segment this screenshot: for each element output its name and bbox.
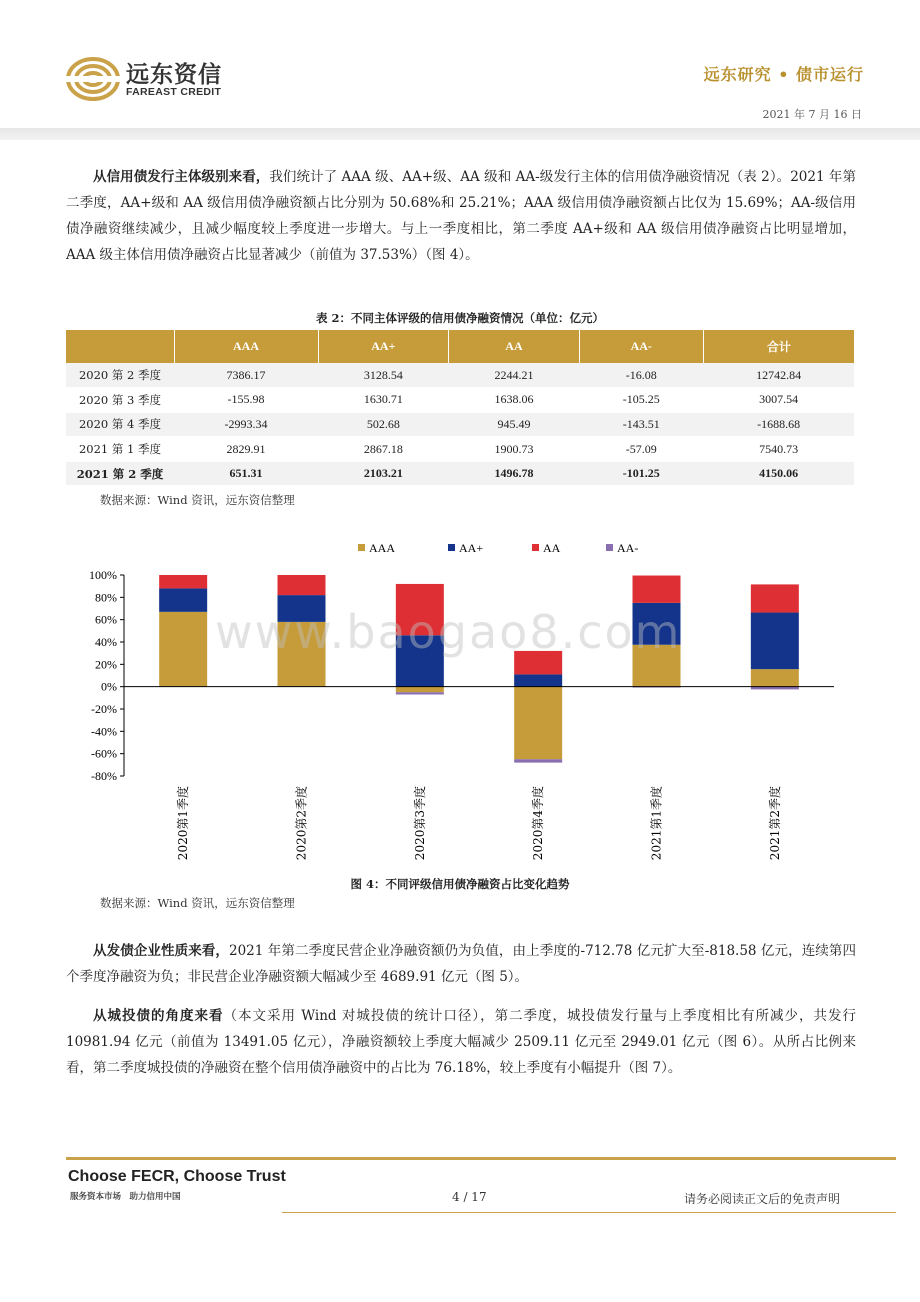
figure-caption: 图 4：不同评级信用债净融资占比变化趋势 <box>350 877 570 891</box>
bar-segment-aa <box>159 575 207 588</box>
table-cell: 2244.21 <box>449 363 580 388</box>
report-date: 2021 年 7 月 16 日 <box>762 108 862 121</box>
logo-mark-icon <box>66 56 120 102</box>
legend-label: AA- <box>617 541 639 555</box>
legend-label: AA+ <box>459 541 484 555</box>
bar-segment-aaa <box>159 612 207 687</box>
bar-segment-aa <box>514 651 562 674</box>
table-header-cell: AAA <box>174 330 318 363</box>
table-caption: 表 2：不同主体评级的信用债净融资情况（单位：亿元） <box>315 311 604 325</box>
table-header-row <box>66 330 854 363</box>
table-cell: 2020 第 2 季度 <box>66 363 174 388</box>
logo-chinese-name: 远东资信 <box>126 62 222 88</box>
bar-segment-aa <box>751 584 799 612</box>
table-cell: 1900.73 <box>449 437 580 462</box>
paragraph-lead: 从发债企业性质来看， <box>93 943 229 959</box>
table-cell: 2021 第 2 季度 <box>66 461 174 486</box>
y-tick-label: 0% <box>101 679 117 694</box>
header-divider <box>0 128 920 140</box>
paragraph-urban-investment <box>66 1003 856 1081</box>
logo-english-name: FAREAST CREDIT <box>126 86 222 98</box>
bar-segment-aaa <box>751 669 799 687</box>
table-cell: 7386.17 <box>174 363 318 388</box>
company-logo <box>66 56 246 102</box>
paragraph-enterprise-nature <box>66 938 856 990</box>
bar-segment-aaplus <box>751 613 799 670</box>
y-tick-label: -60% <box>91 746 117 761</box>
table-cell: -155.98 <box>174 388 318 413</box>
table-cell: 2020 第 4 季度 <box>66 412 174 437</box>
page-number: 4 / 17 <box>452 1190 487 1204</box>
footer-divider-bottom <box>282 1212 896 1213</box>
bar-segment-aa <box>633 576 681 603</box>
y-tick-label: 60% <box>95 612 117 627</box>
y-tick-label: 100% <box>89 568 117 582</box>
table-header-cell: 合计 <box>703 330 854 363</box>
table-row-latest <box>66 461 854 486</box>
legend-swatch <box>606 544 613 551</box>
chart-source: 数据来源：Wind 资讯，远东资信整理 <box>100 896 295 910</box>
bar-segment-aa <box>396 584 444 635</box>
table-cell: 651.31 <box>174 461 318 486</box>
net-financing-table <box>66 330 854 486</box>
x-category-label: 2020第2季度 <box>294 786 309 861</box>
table-cell: 1630.71 <box>318 388 449 413</box>
table-header-cell: AA+ <box>318 330 449 363</box>
table-cell: 502.68 <box>318 412 449 437</box>
table-cell: -143.51 <box>579 412 703 437</box>
table-header-cell <box>66 330 174 363</box>
table-cell: 945.49 <box>449 412 580 437</box>
watermark: www.baogao8.com <box>215 605 682 659</box>
table-header-cell: AA- <box>579 330 703 363</box>
paragraph-rating-analysis <box>66 164 856 268</box>
x-category-label: 2021第2季度 <box>767 786 782 861</box>
x-category-label: 2021第1季度 <box>649 786 664 861</box>
table-cell: 2829.91 <box>174 437 318 462</box>
table-cell: 2020 第 3 季度 <box>66 388 174 413</box>
table-cell: 2103.21 <box>318 461 449 486</box>
table-row <box>66 412 854 437</box>
legend-swatch <box>448 544 455 551</box>
table-row <box>66 437 854 462</box>
legend-swatch <box>532 544 539 551</box>
table-cell: -16.08 <box>579 363 703 388</box>
chart-svg <box>66 530 856 870</box>
footer-divider <box>66 1157 896 1160</box>
bar-segment-aa <box>278 575 326 595</box>
legend-swatch <box>358 544 365 551</box>
table-cell: 7540.73 <box>703 437 854 462</box>
table-cell: -105.25 <box>579 388 703 413</box>
paragraph-lead: 从城投债的角度来看 <box>93 1008 224 1024</box>
bar-segment-aaa <box>396 687 444 693</box>
legend-label: AAA <box>369 541 395 555</box>
bar-segment-aaplus <box>396 635 444 686</box>
table-cell: 2867.18 <box>318 437 449 462</box>
x-category-label: 2020第3季度 <box>412 786 427 861</box>
table-row <box>66 388 854 413</box>
paragraph-body: （本文采用 Wind 对城投债的统计口径），第二季度，城投债发行量与上季度相比有所减少，共发行 10981.94 亿元（前值为 13491.05 亿元），净融资额较上季度大幅减少 2509.11 亿元至 2949.01 亿元（图 6）。从所占比例来看，第二季度城投债的净融资在整个信用债净融资中的占比为 76.18%，较上季度有小幅提升（图 7）。 <box>66 1008 857 1076</box>
bar-segment-aaplus <box>514 674 562 686</box>
bar-segment-aaminus <box>396 692 444 694</box>
bar-segment-aaplus <box>278 595 326 622</box>
y-tick-label: 20% <box>95 657 117 672</box>
y-tick-label: -20% <box>91 702 117 716</box>
section-title: 远东研究 • 债市运行 <box>703 65 864 84</box>
legend-label: AA <box>543 541 561 555</box>
bar-segment-aaplus <box>159 588 207 611</box>
paragraph-body: 我们统计了 AAA 级、AA+级、AA 级和 AA-级发行主体的信用债净融资情况（表 2）。2021 年第二季度，AA+级和 AA 级信用债净融资额占比分别为 50.68%和 25.21%；AAA 级信用债净融资额占比仅为 15.69%；AA-级信用债净融资继续减少，且减少幅度较上季度进一步增大。与上一季度相比，第二季度 AA+级和 AA 级信用债净融资占比明显增加，AAA 级主体信用债净融资占比显著减少（前值为 37.53%）（图 4）。 <box>66 169 856 263</box>
y-tick-label: -40% <box>91 724 117 739</box>
paragraph-lead: 从信用债发行主体级别来看， <box>93 169 270 185</box>
y-tick-label: 80% <box>95 590 117 605</box>
table-cell: -57.09 <box>579 437 703 462</box>
table-source: 数据来源：Wind 资讯，远东资信整理 <box>100 493 295 507</box>
bar-segment-aaa <box>633 645 681 687</box>
paragraph-body: 2021 年第二季度民营企业净融资额仍为负值，由上季度的-712.78 亿元扩大至-818.58 亿元，连续第四个季度净融资为负；非民营企业净融资额大幅减少至 4689.91 亿元（图 5）。 <box>66 943 857 985</box>
table-header-cell: AA <box>449 330 580 363</box>
table-cell: 4150.06 <box>703 461 854 486</box>
table-cell: 3128.54 <box>318 363 449 388</box>
table-row <box>66 363 854 388</box>
table-cell: -101.25 <box>579 461 703 486</box>
rating-share-chart <box>66 530 856 870</box>
table-cell: -2993.34 <box>174 412 318 437</box>
bar-segment-aaminus <box>514 759 562 762</box>
y-tick-label: 40% <box>95 635 117 649</box>
table-cell: 12742.84 <box>703 363 854 388</box>
bar-segment-aaa <box>514 687 562 760</box>
x-category-label: 2020第4季度 <box>531 786 546 861</box>
y-tick-label: -80% <box>91 769 117 783</box>
x-category-label: 2020第1季度 <box>176 786 191 861</box>
bar-segment-aaa <box>278 622 326 687</box>
table-cell: 1638.06 <box>449 388 580 413</box>
table-cell: 2021 第 1 季度 <box>66 437 174 462</box>
table-cell: 3007.54 <box>703 388 854 413</box>
table-cell: 1496.78 <box>449 461 580 486</box>
bar-segment-aaplus <box>633 603 681 645</box>
footer-subslogan: 服务资本市场 助力信用中国 <box>70 1192 181 1202</box>
disclaimer-note: 请务必阅读正文后的免责声明 <box>683 1192 840 1206</box>
table-cell: -1688.68 <box>703 412 854 437</box>
footer-slogan: Choose FECR, Choose Trust <box>68 1168 286 1185</box>
